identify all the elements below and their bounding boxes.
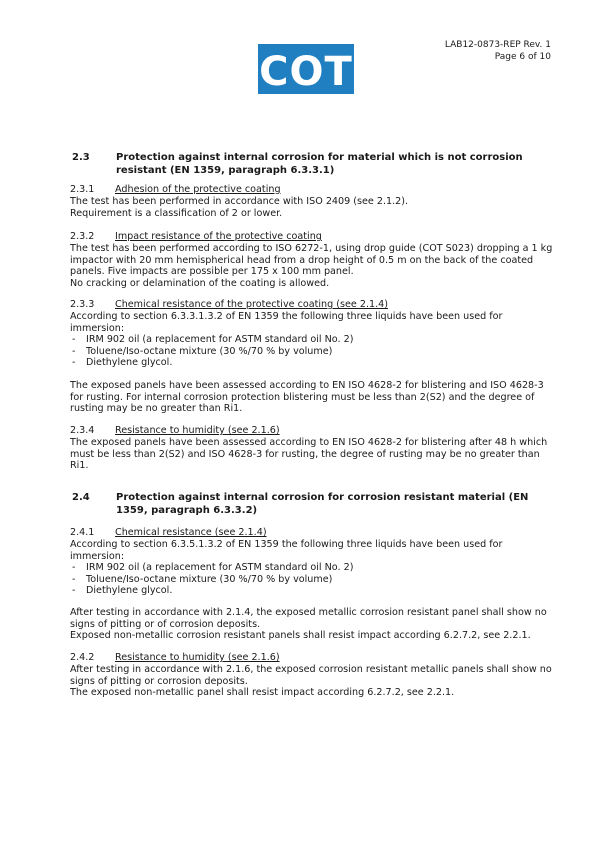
- list-item: - IRM 902 oil (a replacement for ASTM standard oil No. 2): [70, 562, 556, 574]
- text-line: The test has been performed in accordance with ISO 2409 (see 2.1.2).: [70, 196, 409, 207]
- subsection-heading-2-3-2: [70, 231, 556, 243]
- paragraph-2-3-4: [70, 437, 556, 472]
- text-line: Exposed non-metallic corrosion resistant panels shall resist impact according 6.2.7.2, see 2.2.1.: [70, 630, 531, 642]
- doc-ref: LAB12-0873-REP Rev. 1: [444, 40, 551, 50]
- text-line: According to section 6.3.3.1.3.2 of EN 1359 the following three liquids have been used for immersion:: [70, 311, 503, 334]
- subsection-title: Chemical resistance (see 2.1.4): [115, 527, 267, 538]
- subsection-title: Chemical resistance of the protective coating (see 2.1.4): [115, 299, 389, 310]
- subsection-heading-2-3-3: [70, 299, 556, 311]
- subsection-number: 2.3.4: [70, 425, 95, 436]
- subsection-number: 2.4.1: [70, 527, 95, 538]
- list-item: - Diethylene glycol.: [70, 585, 556, 597]
- text-line: According to section 6.3.5.1.3.2 of EN 1359 the following three liquids have been used for immersion:: [70, 539, 503, 562]
- subsection-heading-2-4-1: [70, 527, 556, 539]
- paragraph-2-3-3: [70, 311, 556, 369]
- logo-text: COT: [259, 49, 353, 94]
- document-reference: [445, 39, 551, 63]
- list-item: - IRM 902 oil (a replacement for ASTM standard oil No. 2): [70, 334, 556, 346]
- list-item: - Toluene/Iso-octane mixture (30 %/70 % by volume): [70, 574, 556, 586]
- subsection-title: Resistance to humidity (see 2.1.6): [115, 425, 280, 436]
- paragraph-2-4-1-result: [70, 607, 556, 642]
- subsection-title: Adhesion of the protective coating: [115, 184, 281, 195]
- paragraph-2-3-2: [70, 243, 556, 289]
- text-line: The exposed panels have been assessed according to EN ISO 4628-2 for blistering after 48 h which must be less than 2(S2) and ISO 4628-3 for rusting, the degree of rusting may be no greater than Ri1.: [70, 437, 548, 472]
- subsection-title: Impact resistance of the protective coating: [115, 231, 322, 242]
- subsection-title: Resistance to humidity (see 2.1.6): [115, 652, 280, 663]
- text-line: Requirement is a classification of 2 or lower.: [70, 207, 283, 219]
- paragraph-2-4-1: [70, 539, 556, 597]
- subsection-number: 2.4.2: [70, 652, 95, 663]
- subsection-number: 2.3.3: [70, 299, 95, 310]
- subsection-number: 2.3.2: [70, 231, 95, 242]
- liquid-list: [70, 334, 556, 369]
- section-number-2-3: 2.3: [72, 152, 90, 163]
- text-line: After testing in accordance with 2.1.4, the exposed metallic corrosion resistant panel shall show no signs of pitting or of corrosion deposits.: [70, 607, 547, 630]
- paragraph-2-3-1: [70, 196, 556, 219]
- paragraph-2-3-3-assessment: [70, 380, 556, 415]
- section-title-2-3: Protection against internal corrosion for material which is not corrosion resistant (EN 1359, paragraph 6.3.3.1): [116, 152, 523, 176]
- paragraph-2-4-2: [70, 664, 556, 699]
- cot-logo-graphic: [258, 44, 354, 94]
- text-line: No cracking or delamination of the coating is allowed.: [70, 277, 330, 289]
- text-line: The exposed panels have been assessed according to EN ISO 4628-2 for blistering and ISO 4628-3 for rusting. For internal corrosion protection blistering must be less than 2(S2) and the degree of rusting may be no greater than Ri1.: [70, 380, 544, 415]
- subsection-heading-2-4-2: [70, 652, 556, 664]
- list-item: - Toluene/Iso-octane mixture (30 %/70 % by volume): [70, 346, 556, 358]
- section-number-2-4: 2.4: [72, 492, 90, 503]
- liquid-list: [70, 562, 556, 597]
- page-number: Page 6 of 10: [494, 52, 551, 62]
- cot-logo: [258, 44, 354, 94]
- text-line: The exposed non-metallic panel shall resist impact according 6.2.7.2, see 2.2.1.: [70, 687, 455, 699]
- text-line: After testing in accordance with 2.1.6, the exposed corrosion resistant metallic panels shall show no signs of pitting or corrosion deposits.: [70, 664, 552, 687]
- section-title-2-4: Protection against internal corrosion for corrosion resistant material (EN 1359, paragraph 6.3.3.2): [116, 492, 529, 516]
- subsection-heading-2-3-4: [70, 425, 556, 437]
- text-line: The test has been performed according to ISO 6272-1, using drop guide (COT S023) dropping a 1 kg impactor with 20 mm hemispherical head from a drop height of 0.5 m on the back of the coated panels. Five impacts are possible per 175 x 100 mm panel.: [70, 243, 553, 278]
- list-item: - Diethylene glycol.: [70, 357, 556, 369]
- subsection-heading-2-3-1: [70, 184, 556, 196]
- subsection-number: 2.3.1: [70, 184, 95, 195]
